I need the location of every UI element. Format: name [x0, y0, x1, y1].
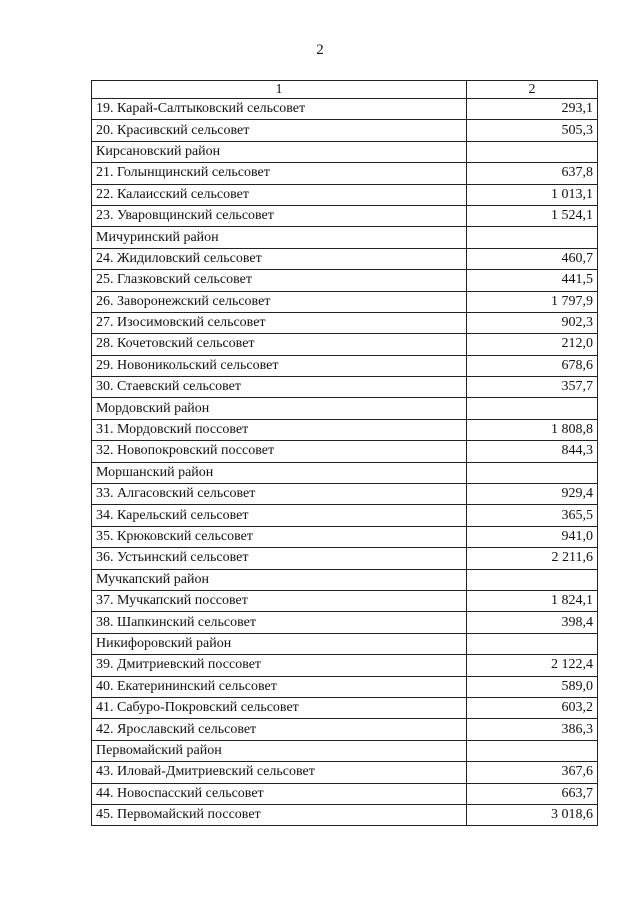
- row-value: 1 524,1: [467, 205, 598, 226]
- row-value: 398,4: [467, 612, 598, 633]
- row-value: [467, 227, 598, 248]
- table-row: [92, 612, 598, 633]
- table-row: [92, 569, 598, 590]
- row-name: 29. Новоникольский сельсовет: [92, 355, 467, 376]
- row-name: 24. Жидиловский сельсовет: [92, 248, 467, 269]
- table-row: [92, 762, 598, 783]
- row-name: 37. Мучкапский поссовет: [92, 590, 467, 611]
- row-name: 30. Стаевский сельсовет: [92, 377, 467, 398]
- row-value: [467, 141, 598, 162]
- row-value: 2 122,4: [467, 655, 598, 676]
- table-row: [92, 398, 598, 419]
- row-name: 22. Калаисский сельсовет: [92, 184, 467, 205]
- table-row: [92, 141, 598, 162]
- row-value: 1 013,1: [467, 184, 598, 205]
- row-name: Мордовский район: [92, 398, 467, 419]
- settlement-table: [91, 80, 598, 826]
- table-row: [92, 419, 598, 440]
- row-name: 44. Новоспасский сельсовет: [92, 783, 467, 804]
- table-row: [92, 590, 598, 611]
- row-name: 20. Красивский сельсовет: [92, 120, 467, 141]
- row-name: 43. Иловай-Дмитриевский сельсовет: [92, 762, 467, 783]
- table-row: [92, 227, 598, 248]
- row-value: 367,6: [467, 762, 598, 783]
- row-name: 36. Устьинский сельсовет: [92, 548, 467, 569]
- table-row: [92, 505, 598, 526]
- table-row: [92, 676, 598, 697]
- row-value: 929,4: [467, 484, 598, 505]
- row-value: 1 808,8: [467, 419, 598, 440]
- row-value: 603,2: [467, 697, 598, 718]
- table-row: [92, 783, 598, 804]
- table-row: [92, 441, 598, 462]
- row-name: Кирсановский район: [92, 141, 467, 162]
- row-value: 3 018,6: [467, 804, 598, 825]
- table-row: [92, 484, 598, 505]
- row-name: Моршанский район: [92, 462, 467, 483]
- table-body: [92, 99, 598, 826]
- table-row: [92, 355, 598, 376]
- row-value: 941,0: [467, 526, 598, 547]
- row-value: 460,7: [467, 248, 598, 269]
- row-name: 27. Изосимовский сельсовет: [92, 312, 467, 333]
- row-name: 41. Сабуро-Покровский сельсовет: [92, 697, 467, 718]
- row-name: 38. Шапкинский сельсовет: [92, 612, 467, 633]
- row-name: 31. Мордовский поссовет: [92, 419, 467, 440]
- row-name: 19. Карай-Салтыковский сельсовет: [92, 99, 467, 120]
- column-header-2: 2: [467, 81, 598, 99]
- table-row: [92, 248, 598, 269]
- row-name: Мичуринский район: [92, 227, 467, 248]
- row-value: 2 211,6: [467, 548, 598, 569]
- row-value: [467, 462, 598, 483]
- header-row: [92, 81, 598, 99]
- row-name: 21. Голынщинский сельсовет: [92, 163, 467, 184]
- row-name: 34. Карельский сельсовет: [92, 505, 467, 526]
- row-name: Первомайский район: [92, 740, 467, 761]
- table-row: [92, 633, 598, 654]
- row-value: 212,0: [467, 334, 598, 355]
- row-name: 33. Алгасовский сельсовет: [92, 484, 467, 505]
- table-row: [92, 804, 598, 825]
- row-name: 35. Крюковский сельсовет: [92, 526, 467, 547]
- row-name: 42. Ярославский сельсовет: [92, 719, 467, 740]
- table-row: [92, 719, 598, 740]
- row-value: 844,3: [467, 441, 598, 462]
- row-value: 505,3: [467, 120, 598, 141]
- row-value: 1 824,1: [467, 590, 598, 611]
- table-row: [92, 120, 598, 141]
- table-row: [92, 526, 598, 547]
- table-row: [92, 377, 598, 398]
- row-value: 386,3: [467, 719, 598, 740]
- row-value: 637,8: [467, 163, 598, 184]
- table-row: [92, 334, 598, 355]
- row-name: 26. Заворонежский сельсовет: [92, 291, 467, 312]
- row-value: 589,0: [467, 676, 598, 697]
- row-value: 293,1: [467, 99, 598, 120]
- table-row: [92, 184, 598, 205]
- row-name: 25. Глазковский сельсовет: [92, 270, 467, 291]
- row-value: 902,3: [467, 312, 598, 333]
- row-value: 1 797,9: [467, 291, 598, 312]
- table-row: [92, 548, 598, 569]
- row-value: 441,5: [467, 270, 598, 291]
- table-row: [92, 163, 598, 184]
- table-row: [92, 99, 598, 120]
- row-value: [467, 633, 598, 654]
- row-value: 663,7: [467, 783, 598, 804]
- row-value: [467, 398, 598, 419]
- row-name: 28. Кочетовский сельсовет: [92, 334, 467, 355]
- row-name: 32. Новопокровский поссовет: [92, 441, 467, 462]
- row-value: [467, 740, 598, 761]
- row-name: 23. Уваровщинский сельсовет: [92, 205, 467, 226]
- row-name: Никифоровский район: [92, 633, 467, 654]
- table-row: [92, 462, 598, 483]
- table-row: [92, 312, 598, 333]
- table-row: [92, 740, 598, 761]
- row-value: [467, 569, 598, 590]
- page-number: 2: [316, 42, 324, 58]
- table-row: [92, 655, 598, 676]
- row-name: 45. Первомайский поссовет: [92, 804, 467, 825]
- table-row: [92, 697, 598, 718]
- column-header-1: 1: [92, 81, 467, 99]
- row-name: Мучкапский район: [92, 569, 467, 590]
- table-row: [92, 291, 598, 312]
- table-row: [92, 205, 598, 226]
- row-value: 365,5: [467, 505, 598, 526]
- row-name: 40. Екатерининский сельсовет: [92, 676, 467, 697]
- row-value: 678,6: [467, 355, 598, 376]
- row-name: 39. Дмитриевский поссовет: [92, 655, 467, 676]
- table-row: [92, 270, 598, 291]
- row-value: 357,7: [467, 377, 598, 398]
